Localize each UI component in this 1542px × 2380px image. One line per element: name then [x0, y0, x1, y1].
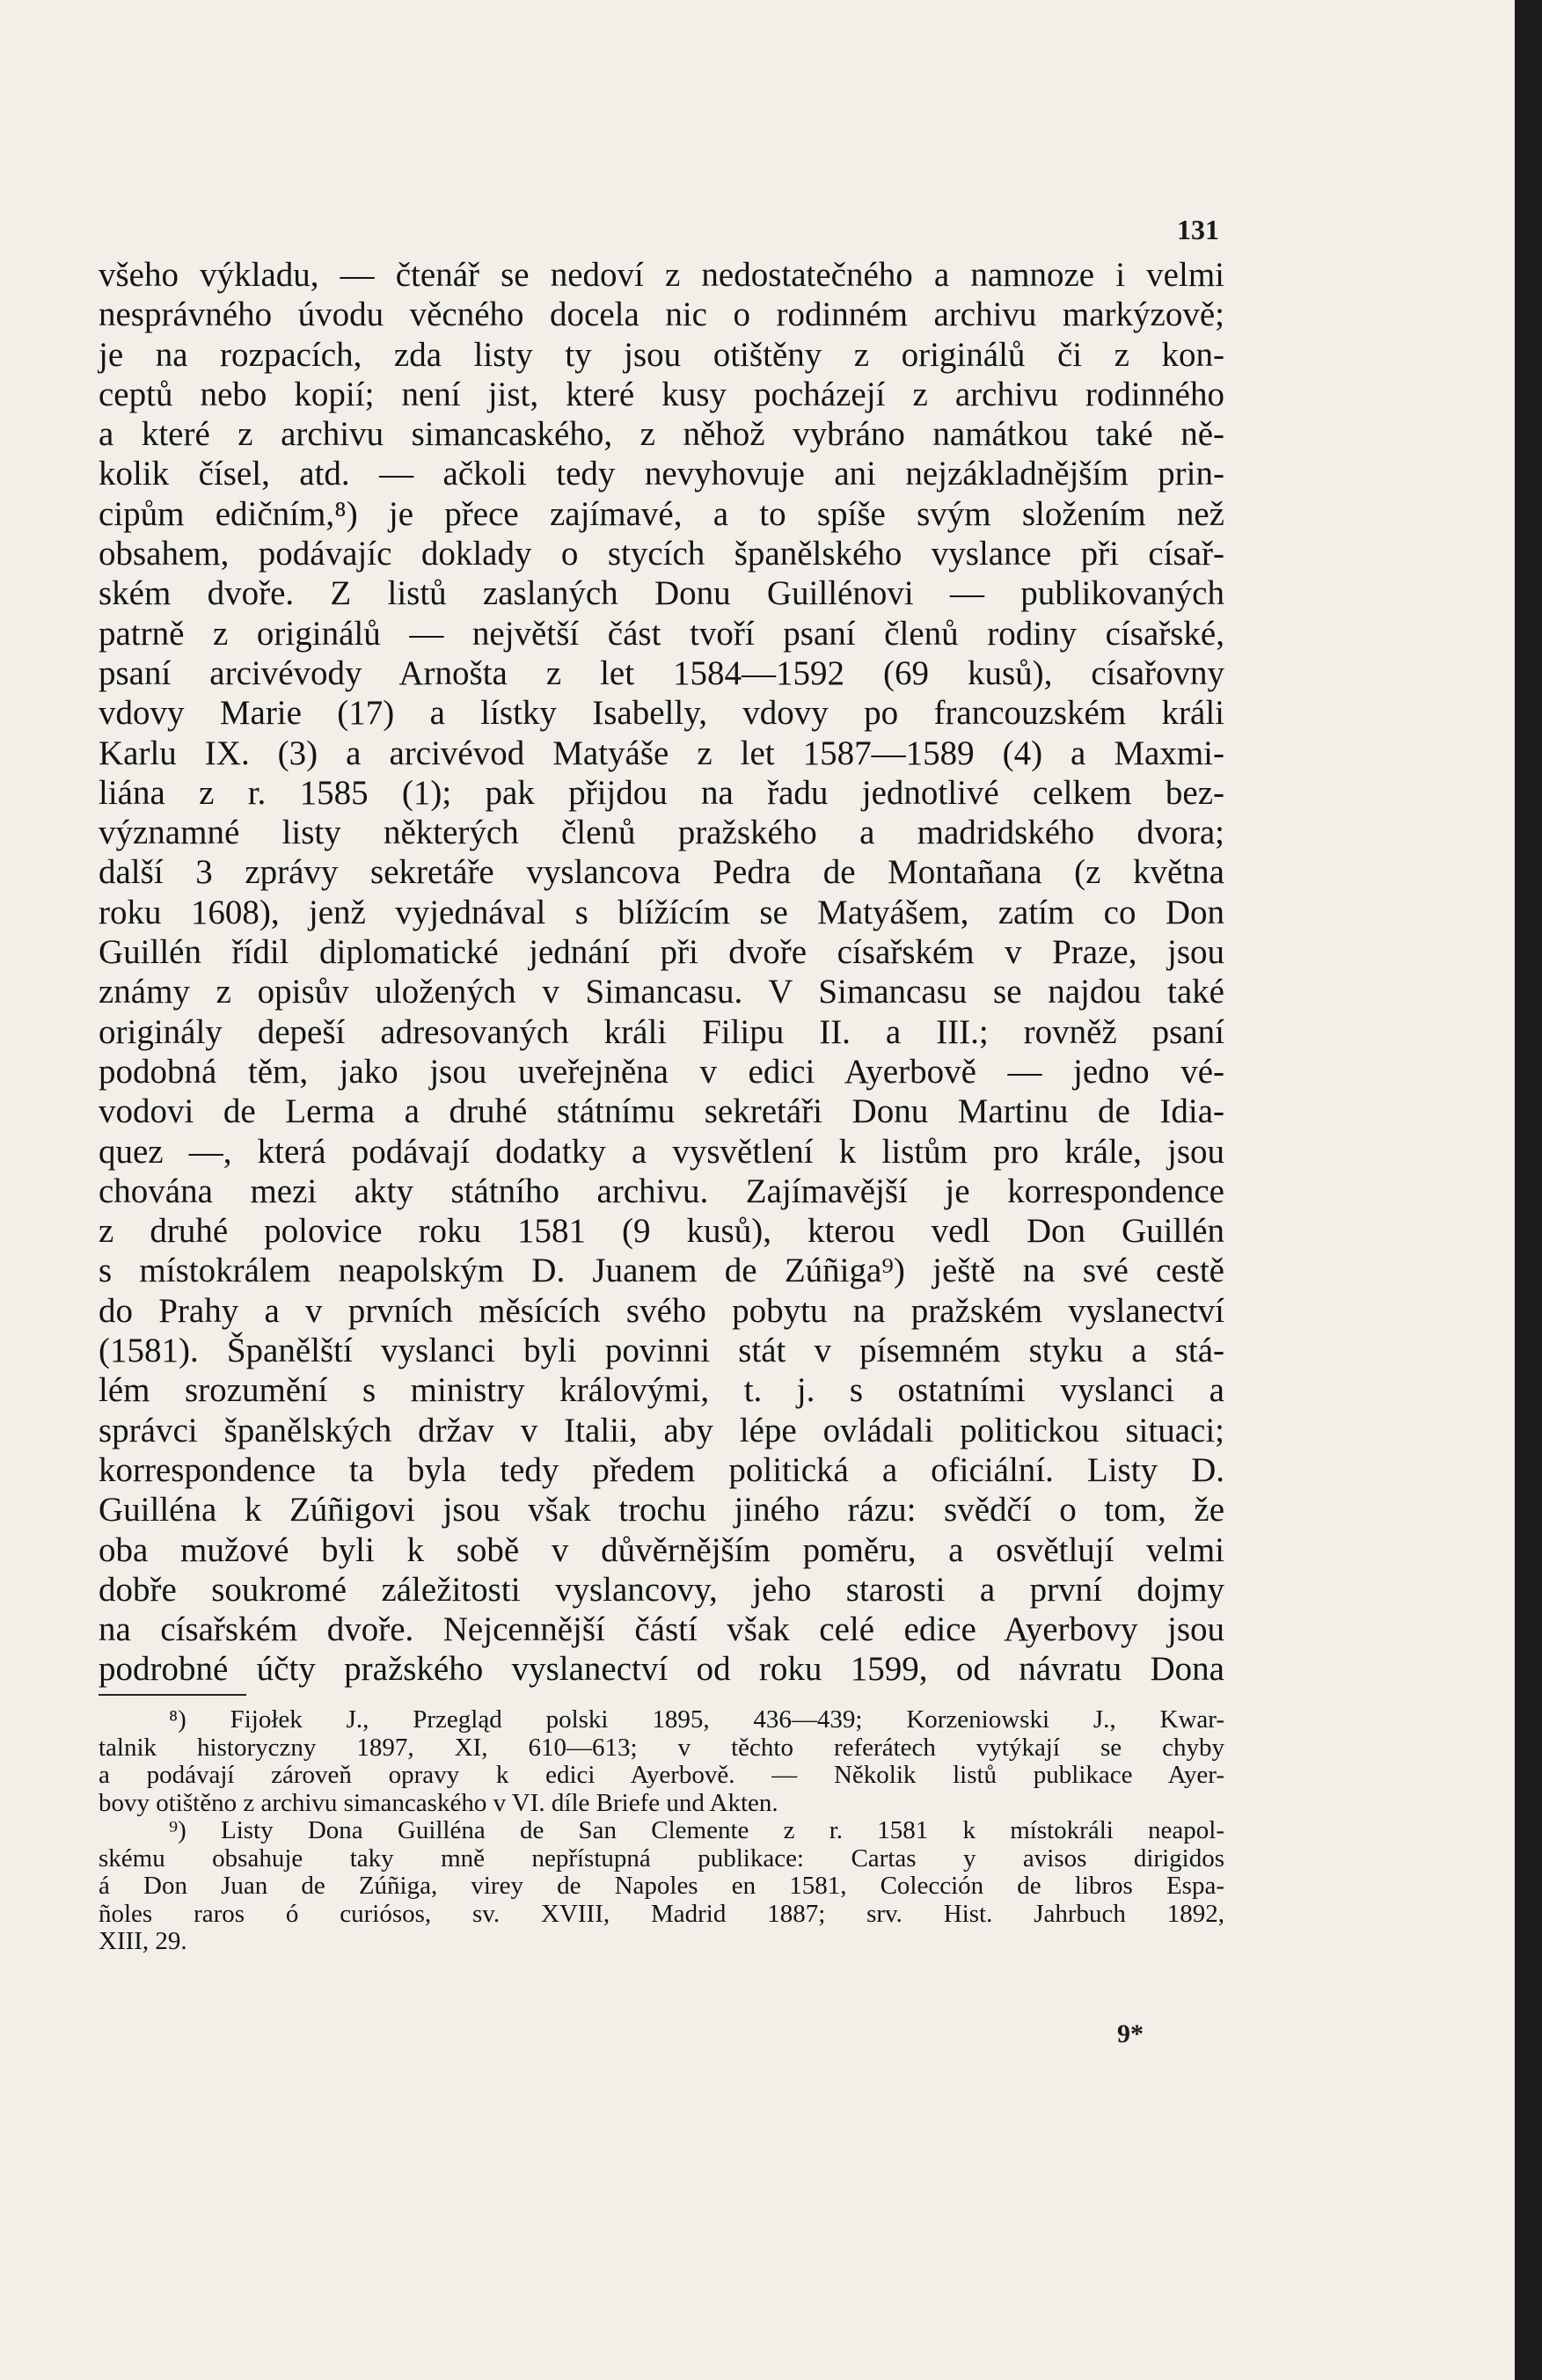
- footnote-line: skému obsahuje taky mně nepřístupná publikace: Cartas y avisos dirigidos: [99, 1843, 1224, 1873]
- text-line: vdovy Marie (17) a lístky Isabelly, vdovy po francouzském králi: [99, 694, 1224, 733]
- text-line: liána z r. 1585 (1); pak přijdou na řadu jednotlivé celkem bez-: [99, 773, 1224, 812]
- text-line: vodovi de Lerma a druhé státnímu sekretáři Donu Martinu de Idia-: [99, 1092, 1224, 1131]
- text-line: Guilléna k Zúñigovi jsou však trochu jiného rázu: svědčí o tom, že: [99, 1491, 1224, 1529]
- text-line: obsahem, podávajíc doklady o stycích španělského vyslance při císař-: [99, 535, 1224, 573]
- text-line: a které z archivu simancaského, z něhož vybráno namátkou také ně-: [99, 415, 1224, 454]
- footnote-line: bovy otištěno z archivu simancaského v VI. díle Briefe und Akten.: [99, 1788, 778, 1817]
- page-number: 131: [1177, 214, 1219, 245]
- text-line: quez —, která podávají dodatky a vysvětlení k listům pro krále, jsou: [99, 1132, 1224, 1171]
- text-line: kolik čísel, atd. — ačkoli tedy nevyhovuje ani nejzákladnějším prin-: [99, 455, 1224, 493]
- text-line: do Prahy a v prvních měsících svého pobytu na pražském vyslanectví: [99, 1291, 1224, 1330]
- text-line: ském dvoře. Z listů zaslaných Donu Guillénovi — publikovaných: [99, 574, 1224, 613]
- footnotes: [99, 1706, 1224, 1956]
- text-line: patrně z originálů — největší část tvoří psaní členů rodiny císařské,: [99, 614, 1224, 653]
- text-line: Karlu IX. (3) a arcivévod Matyáše z let 1587—1589 (4) a Maxmi-: [99, 734, 1224, 772]
- footnote-line: talnik historyczny 1897, XI, 610—613; v těchto referátech vytýkají se chyby: [99, 1733, 1224, 1762]
- footnote-rule: [99, 1694, 246, 1696]
- footnote-line: ñoles raros ó curiósos, sv. XVIII, Madrid 1887; srv. Hist. Jahrbuch 1892,: [99, 1899, 1224, 1928]
- text-line: na císařském dvoře. Nejcennější částí však celé edice Ayerbovy jsou: [99, 1610, 1224, 1649]
- text-line: správci španělských držav v Italii, aby lépe ovládali politickou situaci;: [99, 1411, 1224, 1449]
- footnote-line: ⁹) Listy Dona Guilléna de San Clemente z r. 1581 k místokráli neapol-: [169, 1816, 1224, 1844]
- text-line: podobná těm, jako jsou uveřejněna v edici Ayerbově — jedno vé-: [99, 1052, 1224, 1091]
- body-text: [99, 255, 1224, 1690]
- text-line: nesprávného úvodu věcného docela nic o rodinném archivu markýzově;: [99, 296, 1224, 334]
- text-line: cipům edičním,⁸) je přece zajímavé, a to spíše svým složením než: [99, 494, 1224, 533]
- text-line: ceptů nebo kopií; není jist, které kusy pocházejí z archivu rodinného: [99, 375, 1224, 413]
- text-line: (1581). Španělští vyslanci byli povinni stát v písemném styku a stá-: [99, 1332, 1224, 1370]
- text-line: s místokrálem neapolským D. Juanem de Zúñiga⁹) ještě na své cestě: [99, 1252, 1224, 1290]
- text-line: oba mužové byli k sobě v důvěrnějším poměru, a osvětlují velmi: [99, 1530, 1224, 1569]
- footnote-line: ⁸) Fijołek J., Przegląd polski 1895, 436—439; Korzeniowski J., Kwar-: [169, 1705, 1224, 1734]
- text-line: psaní arcivévody Arnošta z let 1584—1592 (69 kusů), císařovny: [99, 653, 1224, 692]
- text-line: všeho výkladu, — čtenář se nedoví z nedostatečného a namnoze i velmi: [99, 256, 1224, 294]
- text-line: dobře soukromé záležitosti vyslancovy, jeho starosti a první dojmy: [99, 1570, 1224, 1609]
- footnote-line: á Don Juan de Zúñiga, virey de Napoles en 1581, Colección de libros Espa-: [99, 1872, 1224, 1900]
- text-line: podrobné účty pražského vyslanectví od roku 1599, od návratu Dona: [99, 1650, 1224, 1689]
- text-line: lém srozumění s ministry královými, t. j. s ostatními vyslanci a: [99, 1371, 1224, 1410]
- text-line: známy z opisův uložených v Simancasu. V Simancasu se najdou také: [99, 973, 1224, 1011]
- text-line: další 3 zprávy sekretáře vyslancova Pedra de Montañana (z května: [99, 853, 1224, 892]
- footnote-line: XIII, 29.: [99, 1927, 187, 1955]
- text-line: z druhé polovice roku 1581 (9 kusů), kterou vedl Don Guillén: [99, 1212, 1224, 1251]
- text-line: korrespondence ta byla tedy předem politická a oficiální. Listy D.: [99, 1450, 1224, 1489]
- printer-signature: 9*: [1117, 2019, 1144, 2048]
- text-line: chována mezi akty státního archivu. Zajímavější je korrespondence: [99, 1172, 1224, 1210]
- text-line: roku 1608), jenž vyjednával s blížícím se Matyášem, zatím co Don: [99, 893, 1224, 931]
- text-line: je na rozpacích, zda listy ty jsou otištěny z originálů či z kon-: [99, 335, 1224, 374]
- text-line: Guillén řídil diplomatické jednání při dvoře císařském v Praze, jsou: [99, 933, 1224, 972]
- text-line: originály depeší adresovaných králi Filipu II. a III.; rovněž psaní: [99, 1012, 1224, 1051]
- text-line: významné listy některých členů pražského a madridského dvora;: [99, 814, 1224, 852]
- footnote-line: a podávají zároveň opravy k edici Ayerbově. — Několik listů publikace Ayer-: [99, 1761, 1224, 1789]
